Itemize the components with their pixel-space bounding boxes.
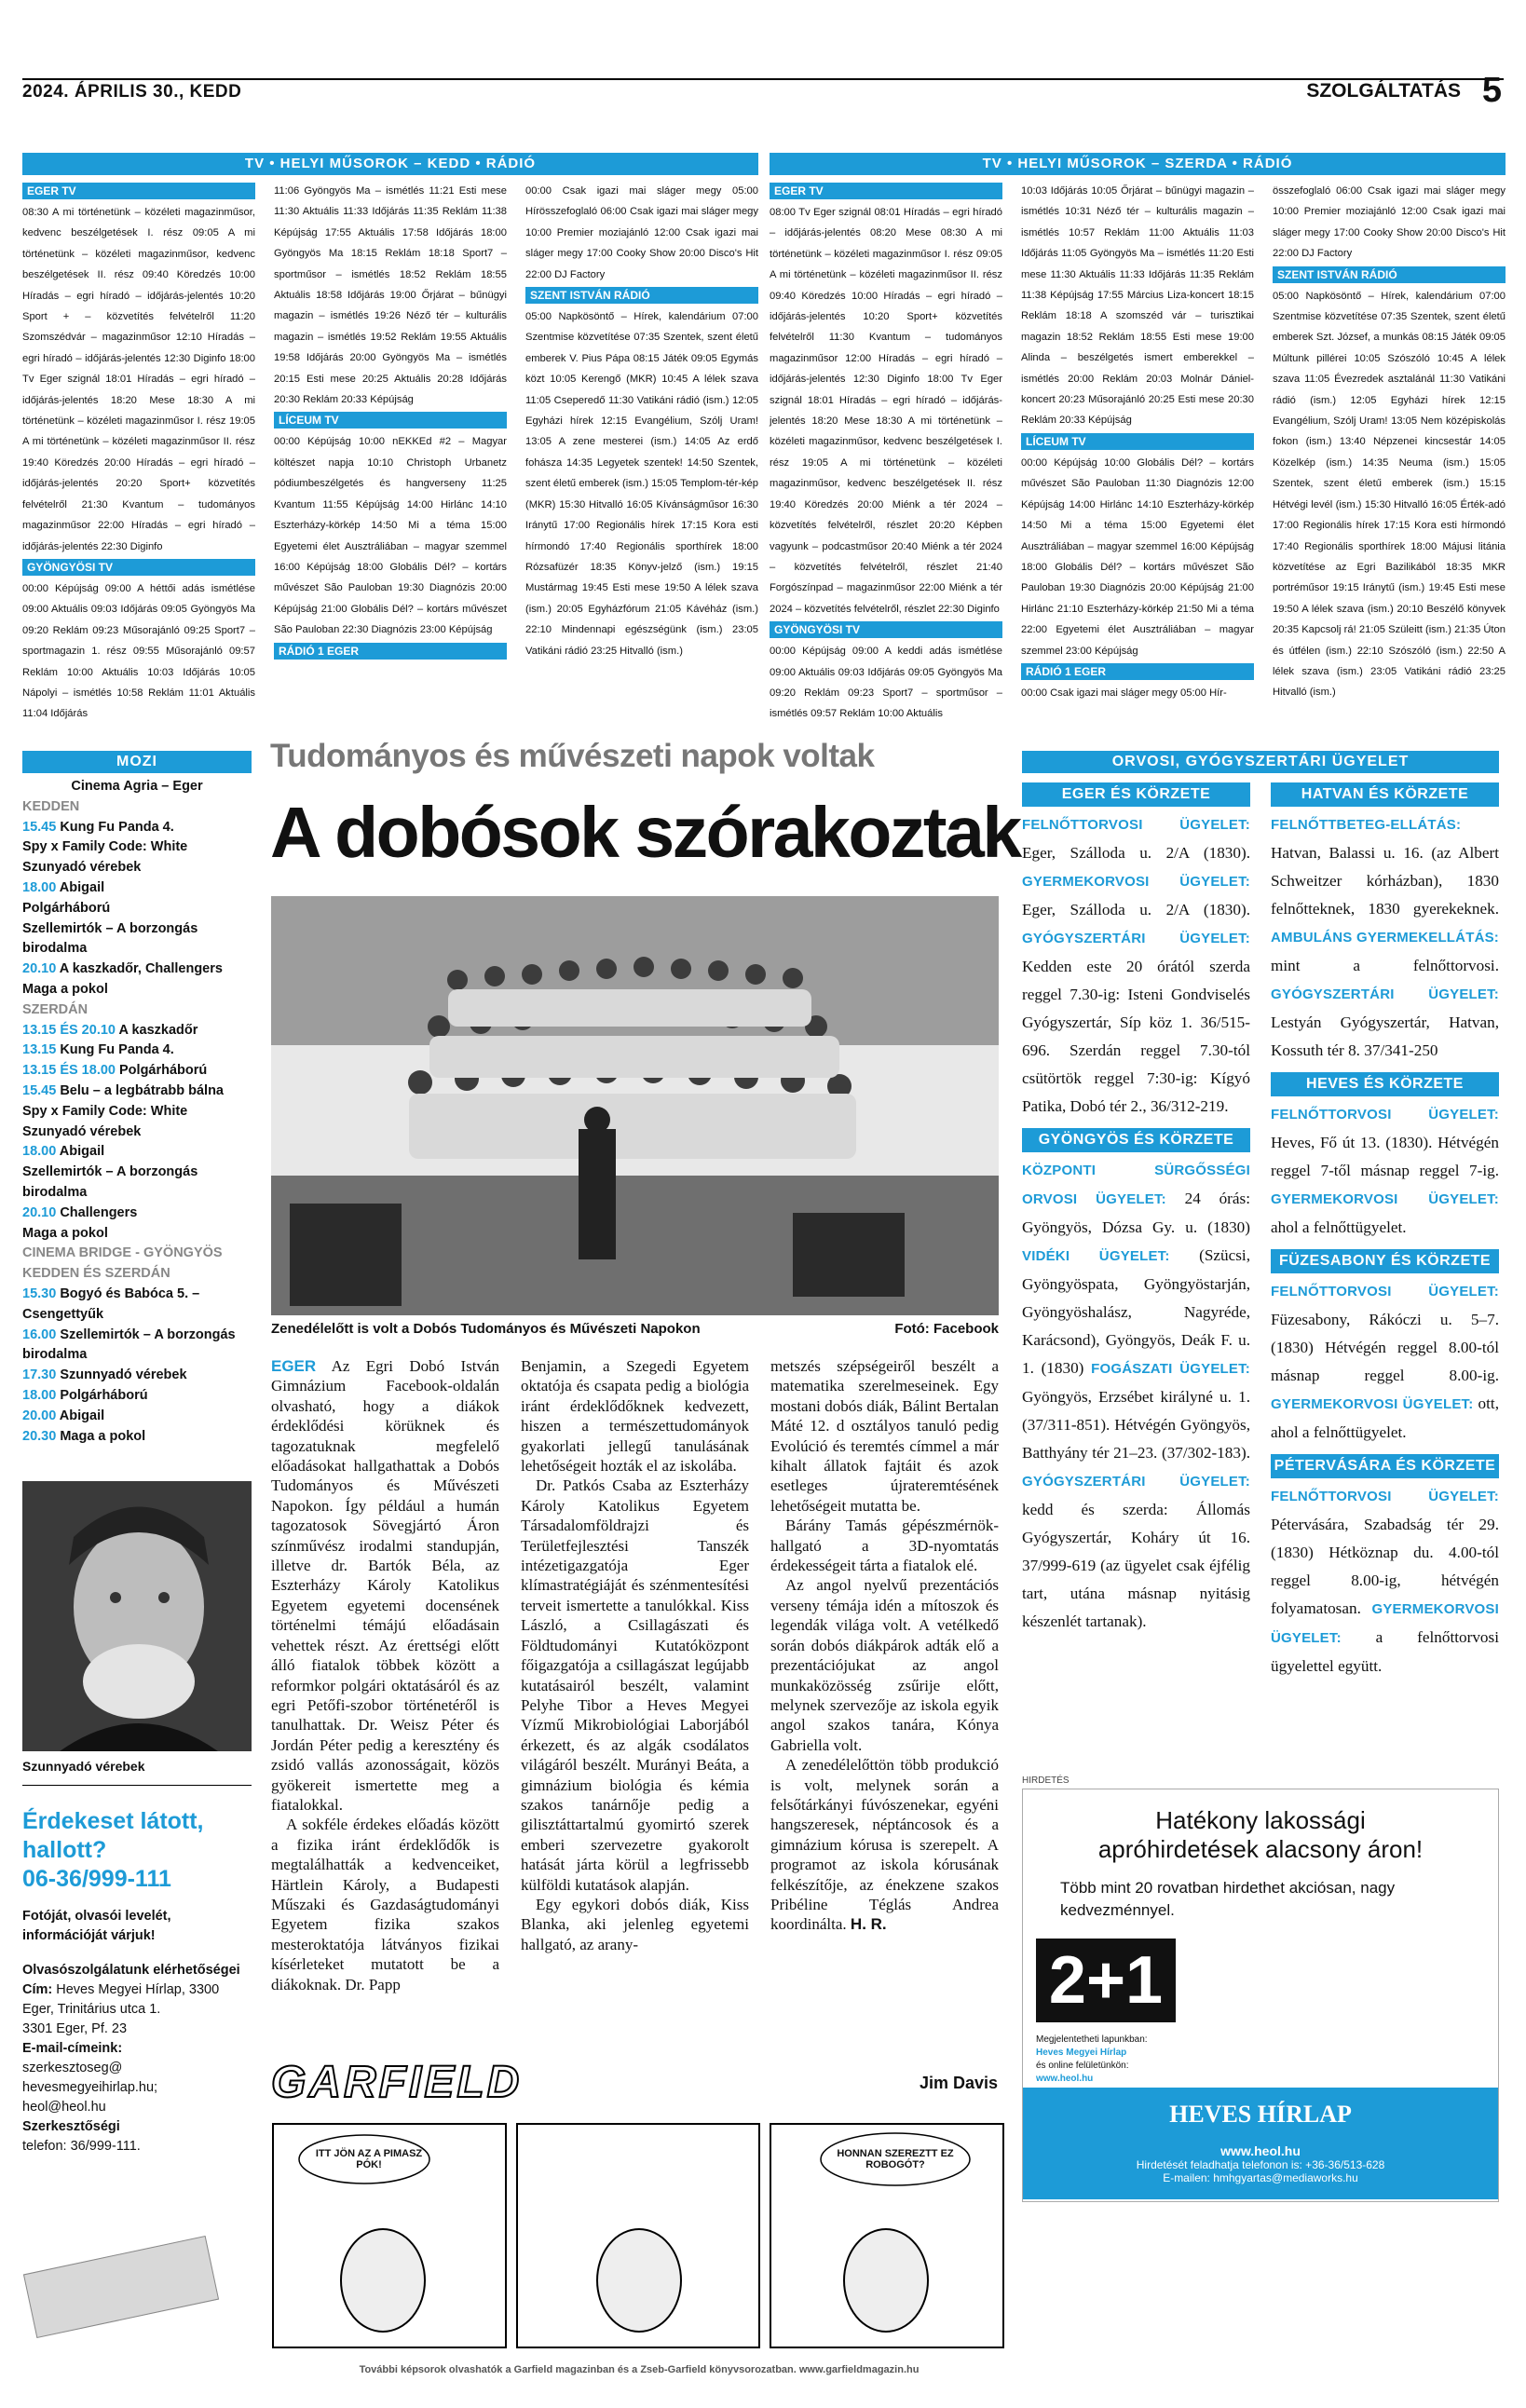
channel-label: GYÖNGYÖSI TV — [22, 559, 255, 576]
region-title: GYÖNGYÖS ÉS KÖRZETE — [1022, 1128, 1250, 1152]
orvosi-title: ORVOSI, GYÓGYSZERTÁRI ÜGYELET — [1022, 751, 1499, 773]
movie-row: Maga a pokol — [22, 1225, 108, 1241]
contact-text: Fotóját, olvasói levelét, információját várjuk! — [22, 1909, 171, 1943]
article-paragraph: A zenedélelőttön több produkció is volt, melynek során a felsőtárkányi fúvószenekar, egyéni hangszeresek, néptáncosok és a gimnázium kórusa is szerepelt. A programot az iskola kórusának felkészítője, az énekzene szakos Pribéline Téglás Andrea koordinálta. H. R. — [770, 1756, 999, 1934]
program-text: 08:00 Tv Eger szignál 08:01 Híradás – egri híradó – időjárás-jelentés 08:20 Mese 08:30 A mi történetünk – közéleti magazinműsor I. rész 09:05 A mi történetünk – közéleti magazinműsor II. rész 09:40 Köredzés 10:00 Híradás – egri híradó – időjárás-jelentés 10:20 Sport+ közvetítés felvételről 11:30 Kvantum – tudományos magazinműsor 12:00 Híradás – egri híradó – időjárás-jelentés 12:30 Diginfo 18:00 Tv Eger szignál 18:01 Híradás – egri híradó – időjárás-jelentés 18:20 Mese 18:30 A mi történetünk – közéleti magazinműsor, kedvenc beszélgetések I. rész 19:05 A mi történetünk – közéleti magazinműsor, kedvenc beszélgetések II. rész 19:40 Köredzés 20:00 Miénk a tér 2024 – közvetítés felvételről, részlet 20:20 Képben vagyunk – podcastműsor 20:40 Miénk a tér 2024 – közvetítés felvételről, részlet 21:40 Forgószínpad – magazinműsor 22:00 Miénk a tér 2024 – közvetítés felvételről, részlet 22:30 Diginfo — [770, 207, 1002, 615]
contact-phone-text: telefon: 36/999-111. — [22, 2139, 141, 2154]
mozi-title: MOZI — [22, 751, 252, 773]
article-headline: A dobósok szórakoztak — [270, 793, 1020, 873]
article-kicker: Tudományos és művészeti napok voltak — [270, 738, 875, 774]
region-title: PÉTERVÁSÁRA ÉS KÖRZETE — [1271, 1454, 1499, 1478]
article-paragraph: A sokféle érdekes előadás között a fizika iránt érdeklődők is megtalálhatták a kedvenceiket, Härtlein Károly, a Budapesti Műszaki és Gazdaságtudományi Egyetem fizika szakos mesteroktatója látványos fizikai kísérleteket mutatott be a diákoknak. Dr. Papp — [271, 1816, 499, 1993]
channel-label: RÁDIÓ 1 EGER — [274, 643, 507, 660]
brand-logo: HEVES HÍRLAP — [1169, 2101, 1352, 2128]
mozi-column — [22, 751, 252, 1447]
orvosi-col-1: EGER ÉS KÖRZETE FELNŐTTORVOSI ÜGYELET: Eger, Szálloda u. 2/A (1830). GYERMEKORVOSI ÜGYELET: Eger, Szálloda u. 2/A (1830). GYÓGYSZERTÁRI ÜGYELET: Kedden este 20 órától szerda reggel 7.30-ig: Isteni Gondviselés Gyógyszertár, Síp köz 1. 36/515-696. Szerdán reggel 7.30-tól csütörtök reggel 7:30-ig: Kígyó Patika, Dobó tér 2., 36/312-219. GYÖNGYÖS ÉS KÖRZETE KÖZPONTI SÜRGŐSSÉGI ORVOSI ÜGYELET: 24 órás: Gyöngyös, Dózsa Gy. u. (1830) VIDÉKI ÜGYELET: (Szücsi, Gyöngyöspata, Gyöngyöstarján, Gyöngyöshalász, Nagyréde, Karácsond), Gyöngyös, Deák F. u. 1. (1830) FOGÁSZATI ÜGYELET: Gyöngyös, Erzsébet királyné u. 1. (37/311-851). Hétvégén Gyöngyös, Batthyány tér 21–23. (37/302-183). GYÓGYSZERTÁRI ÜGYELET: kedd és szerda: Állomás Gyógyszertár, Koháry út 16. 37/999-619 (az ügyelet csak éjfélig tart, utána másnap nyitásig készenlét tartanak). — [1022, 782, 1250, 1636]
region-title: FÜZESABONY ÉS KÖRZETE — [1271, 1249, 1499, 1273]
contact-phone: 06-36/999-111 — [22, 1866, 171, 1892]
ad-phone: Hirdetését feladhatja telefonon is: +36-36/513-628 — [1136, 2158, 1385, 2171]
day-label: KEDDEN — [22, 798, 80, 814]
contact-email[interactable]: szerkesztoseg@ — [22, 2061, 123, 2075]
movie-row: Polgárháború — [22, 900, 111, 916]
movie-row: 20.10 Challengers — [22, 1204, 138, 1220]
program-text: 00:00 Csak igazi mai sláger megy 05:00 Hírösszefoglaló 06:00 Csak igazi mai sláger megy 10:00 Premier moziajánló 12:00 Csak igazi mai sláger megy 17:00 Cooky Show 20:00 Disco's Hit 22:00 DJ Factory — [525, 185, 758, 280]
movie-photo — [22, 1481, 252, 1751]
garfield-footer: További képsorok olvashatók a Garfield magazinban és a Zseb-Garfield könyvsorozatban. www.garfieldmagazin.hu — [359, 2364, 920, 2375]
channel-label: EGER TV — [22, 183, 255, 199]
movie-row: 15.45 Belu – a legbátrabb bálna — [22, 1082, 224, 1098]
photo-caption-row — [271, 1321, 999, 1337]
movie-row: Szunyadó vérebek — [22, 860, 142, 876]
contact-pobox: 3301 Eger, Pf. 23 — [22, 2021, 128, 2036]
article-paragraph: metszés szépségeiről beszélt a matematika szerelmeseinek. Egy mostani dobós diák, Bálint Bertalan Máté 12. d osztályos tanuló pedig Evolúció és teremtés címmel a már kihalt állatok fajtáit és azok esetleges újrateremtésének lehetőségeit mutatta be. — [770, 1357, 999, 1515]
ad-web[interactable]: www.heol.hu — [1220, 2143, 1301, 2158]
program-text: 00:00 Képújság 10:00 nEKKEd #2 – Magyar költészet napja 10:10 Christoph Urbanetz pódiumbeszélgetés és hangverseny 11:25 Kvantum 11:55 Képújság 14:00 Hirlánc 14:10 Eszterházy-körkép 14:50 Mi a téma 15:00 Egyetemi élet Ausztráliában – magyar szemmel 16:00 Képújság 18:00 Globális Dél? – kortárs művészet São Pauloban 19:30 Diagnózis 20:00 Képújság 21:00 Globális Dél? – kortárs művészet São Pauloban 22:30 Diagnózis 23:00 Képújság — [274, 436, 507, 636]
article-col-3 — [770, 1356, 999, 2046]
program-text: 05:00 Napkösöntő – Hírek, kalendárium 07:00 Szentmise közvetítése 07:35 Szentek, szent életű emberek V. Pius Pápa 08:15 Játék 09:05 Egymás közt 10:05 Kerengő (MKR) 10:45 A lélek szava 11:05 Cseperedő 11:30 Vatikáni rádió (ism.) 12:05 Egyházi hírek 12:15 Evangélium, Szólj Uram! 13:05 A zene mesterei (ism.) 14:05 Az erdő fohásza 14:35 Legyetek szentek! 14:50 Szentek, szent életű emberek (ism.) 15:05 Templom-tér-kép (MKR) 15:30 Hitvalló 16:05 Kívánságműsor 16:30 Iránytű 17:00 Regionális hírek 17:15 Kora esti hírmondó 17:40 Regionális sporthírek 18:00 Rózsafüzér 18:35 Könyv-jelző (ism.) 19:15 Mustármag 19:45 Esti mese 19:50 A lélek szava (ism.) 20:05 Egyházfórum 21:05 Kávéház (ism.) 22:10 Mindennapi egészségünk (ism.) 23:05 Vatikáni rádió 23:25 Hitvalló (ism.) — [525, 311, 758, 657]
tv-kedd-col-1 — [22, 181, 255, 720]
channel-label: EGER TV — [770, 183, 1002, 199]
movie-row: 20.30 Maga a pokol — [22, 1428, 146, 1444]
ad-footer — [1023, 2088, 1498, 2199]
cinema-name: CINEMA BRIDGE - GYÖNGYÖS — [22, 1245, 223, 1261]
contact-address: Cím: Heves Megyei Hírlap, 3300 Eger, Trinitárius utca 1. — [22, 1982, 220, 2017]
garfield-strip — [271, 2057, 1007, 2383]
classified-ad — [1022, 1789, 1499, 2202]
movie-row: Spy x Family Code: White — [22, 839, 188, 855]
ad-title: Hatékony lakossági apróhirdetések alacsony áron! — [1097, 1806, 1424, 1863]
contact-email[interactable]: heol@heol.hu — [22, 2100, 106, 2115]
movie-row: 15.30 Bogyó és Babóca 5. – Csengettyűk — [22, 1286, 200, 1322]
program-text: 11:06 Gyöngyös Ma – ismétlés 11:21 Esti mese 11:30 Aktuális 11:33 Időjárás 11:35 Reklám 11:38 Képújság 17:55 Aktuális 17:58 Időjárás 18:00 Gyöngyös Ma 18:15 Reklám 18:18 Sport7 – sportműsor – ismétlés 18:52 Reklám 18:55 Aktuális 18:58 Időjárás 19:00 Őrjárat – bűnügyi magazin – ismétlés 19:26 Néző tér – kulturális magazin – ismétlés 19:52 Reklám 19:55 Aktuális 19:58 Időjárás 20:00 Gyöngyös Ma – ismétlés 20:15 Esti mese 20:25 Aktuális 20:28 Időjárás 20:30 Reklám 20:33 Képújság — [274, 185, 507, 406]
article-paragraph: Bárány Tamás gépészmérnök-hallgató a 3D-nyomtatás érdekességeit tárta a fiatalok elé. — [770, 1517, 999, 1575]
movie-row: Szellemirtók – A borzongás birodalma — [22, 1164, 198, 1200]
program-text: 00:00 Képújság 09:00 A keddi adás ismétlése 09:00 Aktuális 09:03 Időjárás 09:05 Gyöngyös Ma 09:20 Reklám 09:23 Sport7 – sportműsor – ismétlés 09:57 Reklám 10:00 Aktuális — [770, 646, 1002, 720]
movie-row: 15.45 Kung Fu Panda 4. — [22, 819, 174, 835]
article-paragraph: EGER Az Egri Dobó István Gimnázium Facebook-oldalán olvasható, hogy a diákok érdeklődési körüknek és tagozatuknak megfelelő előadásokat hallgathattak a Dobós Tudományos és Művészeti Napokon. Így például a humán tagozatosok Sövegjártó Áron színművész irodalmi standupján, illetve dr. Bartók Béla, az Eszterházy Károly Katolikus Egyetem egyetemi docensének történelmi témájú előadásain vehettek részt. Az érettségi előtt álló fiatalok többek között a reformkor polgári oktatásáról és az egri Petőfi-szobor történetéről is tanulhattak. Dr. Weisz Péter és Jordán Péter pedig a keresztény és zsidó vallás azonosságait, közös gyökereit ismertette meg a fiatalokkal. — [271, 1357, 500, 1814]
channel-label: GYÖNGYÖSI TV — [770, 621, 1002, 638]
program-text: 10:03 Időjárás 10:05 Őrjárat – bűnügyi magazin – ismétlés 10:31 Néző tér – kulturális magazin – ismétlés 10:57 Reklám 11:00 Aktuális 11:03 Időjárás 11:05 Gyöngyös Ma – ismétlés 11:20 Esti mese 11:30 Aktuális 11:33 Időjárás 11:35 Reklám 11:38 Képújság 17:55 Március Liza-koncert 18:15 Reklám 18:18 A szomszéd vár – turisztikai magazin 18:52 Reklám 18:55 Esti mese 19:00 Alinda – beszélgetés ismert emberekkel – ismétlés 20:00 Reklám 20:03 Molnár Dániel-koncert 20:23 Műsorajánló 20:25 Esti mese 20:30 Reklám 20:33 Képújság — [1021, 185, 1254, 427]
ad-offer-badge: 2+1 — [1036, 1939, 1176, 2022]
header-rule — [22, 78, 1504, 80]
day-label: KEDDEN ÉS SZERDÁN — [22, 1266, 170, 1282]
article-col-2 — [521, 1356, 749, 2046]
region-title: HEVES ÉS KÖRZETE — [1271, 1072, 1499, 1096]
article-paragraph: Benjamin, a Szegedi Egyetem oktatója és csapata pedig a biológia iránt érdeklődőknek kedvezett, hiszen a természettudományok gyakorlati jellegű tanulásának lehetőségeit hozták el az iskolába. — [521, 1357, 749, 1476]
ad-subtitle: Több mint 20 rovatban hirdethet akciósan, nagy kedvezménnyel. — [1060, 1879, 1396, 1919]
contact-box — [22, 1807, 252, 2156]
channel-label: LÍCEUM TV — [274, 412, 507, 429]
contact-email-label: E-mail-címeink: — [22, 2041, 123, 2056]
program-text: 08:30 A mi történetünk – közéleti magazinműsor, kedvenc beszélgetések I. rész 09:05 A mi történetünk – közéleti magazinműsor, kedvenc beszélgetések II. rész 09:40 Köredzés 10:00 Híradás – egri híradó – időjárás-jelentés 10:20 Sport + – közvetítés felvételről 11:20 Szomszédvár – magazinműsor 12:10 Híradás – egri híradó – időjárás-jelentés 12:30 Diginfo 18:00 Tv Eger szignál 18:01 Híradás – egri híradó – időjárás-jelentés 18:20 Mese 18:30 A mi történetünk – közéleti magazinműsor I. rész 19:05 A mi történetünk – közéleti magazinműsor II. rész 19:40 Köredzés 20:00 Híradás – egri híradó – időjárás-jelentés 20:20 Sport+ közvetítés felvételről 21:30 Kvantum – tudományos magazinműsor 22:00 Híradás – egri híradó – időjárás-jelentés 22:30 Diginfo — [22, 207, 255, 552]
channel-label: LÍCEUM TV — [1021, 433, 1254, 450]
tv-kedd-col-2 — [274, 181, 507, 702]
movie-row: 13.15 ÉS 18.00 Polgárháború — [22, 1063, 208, 1079]
movie-row: 18.00 Abigail — [22, 879, 105, 895]
movie-row: 16.00 Szellemirtók – A borzongás birodalma — [22, 1326, 236, 1363]
program-text: 05:00 Napkösöntő – Hírek, kalendárium 07:00 Szentmise közvetítése 07:35 Szentek, szent életű emberek Szt. József, a munkás 08:15 Játék 09:05 Múltunk pillérei 10:05 Szószóló 10:45 A lélek szava 11:05 Évezredek asztalánál 11:30 Vatikáni rádió (ism.) 12:05 Egyházi hírek 12:15 Evangélium, Szólj Uram! 13:05 Nem középiskolás fokon (ism.) 13:40 Népzenei kincsestár 14:05 Közelkép (ism.) 14:35 Neuma (ism.) 15:05 Szentek, szent életű emberek (ism.) 15:15 Hétvégi levél (ism.) 15:30 Hitvalló 16:05 Érték-adó 17:00 Regionális hírek 17:15 Kora esti hírmondó 17:40 Regionális sporthírek 18:00 Májusi litánia közvetítése az Egri Bazilikából 18:35 MKR portréműsor 19:15 Iránytű (ism.) 19:45 Esti mese 19:50 A lélek szava (ism.) 20:10 Beszélő könyvek 20:35 Kapcsolj rá! 21:05 Szüleitt (ism.) 21:35 Úton és útfélen (ism.) 22:10 Szószóló (ism.) 22:50 A lélek szava (ism.) 23:05 Vatikáni rádió 23:25 Hitvalló (ism.) — [1273, 290, 1506, 699]
page-date: 2024. ÁPRILIS 30., KEDD — [22, 82, 242, 102]
cinema-name: Cinema Agria – Eger — [71, 779, 203, 794]
movie-row: 18.00 Polgárháború — [22, 1387, 148, 1403]
ad-label: HIRDETÉS — [1022, 1775, 1070, 1786]
ad-text: Megjelentetheti lapunkban: — [1036, 2034, 1148, 2045]
divider — [22, 1785, 252, 1786]
movie-row: 17.30 Szunnyadó vérebek — [22, 1367, 187, 1383]
contact-text: Olvasószolgálatunk elérhetőségei — [22, 1963, 240, 1978]
day-label: SZERDÁN — [22, 1001, 89, 1017]
ad-link[interactable]: www.heol.hu — [1036, 2074, 1094, 2084]
tv-kedd-title: TV • HELYI MŰSOROK – KEDD • RÁDIÓ — [22, 153, 758, 175]
tv-kedd-col-3 — [525, 181, 758, 702]
ad-text: és online felületünkön: — [1036, 2061, 1129, 2071]
garfield-author: Jim Davis — [919, 2074, 998, 2092]
tv-szerda-col-3 — [1273, 181, 1506, 702]
region-title: HATVAN ÉS KÖRZETE — [1271, 782, 1499, 807]
movie-row: Szunyadó vérebek — [22, 1123, 142, 1139]
program-text: 00:00 Csak igazi mai sláger megy 05:00 Hír- — [1021, 687, 1227, 699]
tv-szerda-col-1 — [770, 181, 1002, 720]
movie-row: Szellemirtók – A borzongás birodalma — [22, 920, 198, 957]
program-text: 00:00 Képújság 10:00 Globális Dél? – kortárs művészet São Pauloban 11:30 Diagnózis 12:00 Képújság 14:00 Hirlánc 14:10 Eszterházy-körkép 14:50 Mi a téma 15:00 Egyetemi élet Ausztráliában – magyar szemmel 16:00 Képújság 18:00 Globális Dél? – kortárs művészet São Pauloban 19:30 Diagnózis 20:00 Képújság 21:00 Hirlánc 21:10 Eszterházy-körkép 21:50 Mi a téma 22:00 Egyetemi élet Ausztráliában – magyar szemmel 23:00 Képújság — [1021, 456, 1254, 657]
photo-caption: Zenedélelőtt is volt a Dobós Tudományos és Művészeti Napokon — [271, 1321, 701, 1337]
article-paragraph: Dr. Patkós Csaba az Eszterházy Károly Katolikus Egyetem Társadalomföldrajzi és Területfejlesztési Tanszék intézetigazgatója Eger klímastratégiáját és szénmentesítési terveit ismertette a tanulókkal. Kiss László, a Csillagászati és Földtudományi Kutatóközpont főigazgatója a csillagászat legújabb kutatásairól beszélt, valamint Pelyhe Tibor a Heves Megyei Vízmű Mikrobiológiai Laborjából érkezett, és az algák csodálatos világáról beszélt. Murányi Beáta, a gimnázium biológia és kémia szakos tanárnője pedig a gilisztáttartalmú gyomirtó szerek emberi szervezetre gyakorolt hatását járta körül a legfrissebb külföldi kutatások alapján. — [521, 1476, 749, 1894]
article-photo — [271, 896, 999, 1315]
movie-row: 13.15 ÉS 20.10 A kaszkadőr — [22, 1022, 198, 1038]
newspaper-icon — [23, 2236, 219, 2338]
movie-row: 13.15 Kung Fu Panda 4. — [22, 1042, 174, 1058]
tv-szerda-block — [770, 153, 1506, 720]
channel-label: SZENT ISTVÁN RÁDIÓ — [1273, 266, 1506, 283]
ad-text: Heves Megyei Hírlap — [1036, 2047, 1127, 2058]
movie-row: 18.00 Abigail — [22, 1144, 105, 1160]
movie-photo-caption: Szunnyadó vérebek — [22, 1759, 145, 1774]
speech-bubble: HONNAN SZEREZTT EZ ROBOGÓT? — [837, 2148, 954, 2170]
orvosi-col-2: HATVAN ÉS KÖRZETE FELNŐTTBETEG-ELLÁTÁS: Hatvan, Balassi u. 16. (az Albert Schweitzer kórházban), 1830 felnőtteknek, 1830 gyerekeknek. AMBULÁNS GYERMEKELLÁTÁS: mint a felnőttorvosi. GYÓGYSZERTÁRI ÜGYELET: Lestyán Gyógyszertár, Hatvan, Kossuth tér 8. 37/341-250 HEVES ÉS KÖRZETE FELNŐTTORVOSI ÜGYELET: Heves, Fő út 13. (1830). Hétvégén reggel 7-től másnap reggel 7-ig. GYERMEKORVOSI ÜGYELET: ahol a felnőttügyelet. FÜZESABONY ÉS KÖRZETE FELNŐTTORVOSI ÜGYELET: Füzesabony, Rákóczi u. 5–7. (1830) Hétvégén reggel 8.00-tól másnap reggel 8.00-ig. GYERMEKORVOSI ÜGYELET: ott, ahol a felnőttügyelet. PÉTERVÁSÁRA ÉS KÖRZETE FELNŐTTORVOSI ÜGYELET: Pétervására, Szabadság tér 29. (1830) Hétköznap du. 4.00-tól reggel 8.00-ig, hétvégén folyamatosan. GYERMEKORVOSI ÜGYELET: a felnőttorvosi ügyelettel együtt. — [1271, 782, 1499, 1680]
movie-row: Spy x Family Code: White — [22, 1103, 188, 1119]
garfield-title: GARFIELD — [271, 2058, 523, 2107]
program-text: 00:00 Képújság 09:00 A héttői adás ismétlése 09:00 Aktuális 09:03 Időjárás 09:05 Gyöngyös Ma 09:20 Reklám 09:23 Műsorajánló 09:25 Sport7 – sportmagazin 1. rész 09:55 Műsorajánló 09:57 Reklám 10:00 Aktuális 10:03 Időjárás 10:05 Nápolyi – ismétlés 10:58 Reklám 11:01 Aktuális 11:04 Időjárás — [22, 582, 255, 720]
section-title: SZOLGÁLTATÁS — [1306, 80, 1461, 102]
contact-email[interactable]: hevesmegyeihirlap.hu; — [22, 2080, 158, 2095]
article-col-1 — [271, 1356, 499, 2046]
contact-phone-label: Szerkesztőségi — [22, 2119, 120, 2134]
contact-headline: Érdekeset látott, hallott? — [22, 1808, 204, 1863]
movie-row: 20.00 Abigail — [22, 1408, 105, 1423]
movie-row: 20.10 A kaszkadőr, Challengers — [22, 961, 223, 977]
program-text: összefoglaló 06:00 Csak igazi mai sláger megy 10:00 Premier moziajánló 12:00 Csak igazi mai sláger megy 17:00 Cooky Show 20:00 Disco's Hit 22:00 DJ Factory — [1273, 185, 1506, 260]
article-paragraph: Egy egykori dobós diák, Kiss Blanka, aki jelenleg egyetemi hallgató, az arany- — [521, 1895, 749, 1953]
photo-credit: Fotó: Facebook — [894, 1321, 999, 1337]
region-title: EGER ÉS KÖRZETE — [1022, 782, 1250, 807]
article-paragraph: Az angol nyelvű prezentációs verseny témája idén a mítoszok és legendák világa volt. A vetélkedő során dobós diákpárok adták elő a prezentációjukat az angol munkaközösség zsűrije előtt, melynek szervezője az iskola egyik angol szakos tanára, Kónya Gabriella volt. — [770, 1576, 999, 1754]
movie-row: Maga a pokol — [22, 981, 108, 997]
page-number: 5 — [1481, 71, 1502, 110]
tv-szerda-col-2 — [1021, 181, 1254, 702]
tv-kedd-block — [22, 153, 758, 720]
channel-label: SZENT ISTVÁN RÁDIÓ — [525, 287, 758, 304]
speech-bubble: ITT JÖN AZ A PIMASZ PÓK! — [315, 2148, 423, 2170]
channel-label: RÁDIÓ 1 EGER — [1021, 663, 1254, 680]
tv-szerda-title: TV • HELYI MŰSOROK – SZERDA • RÁDIÓ — [770, 153, 1506, 175]
ad-email[interactable]: E-mailen: hmhgyartas@mediaworks.hu — [1163, 2171, 1358, 2184]
orvosi-block — [1022, 751, 1499, 773]
